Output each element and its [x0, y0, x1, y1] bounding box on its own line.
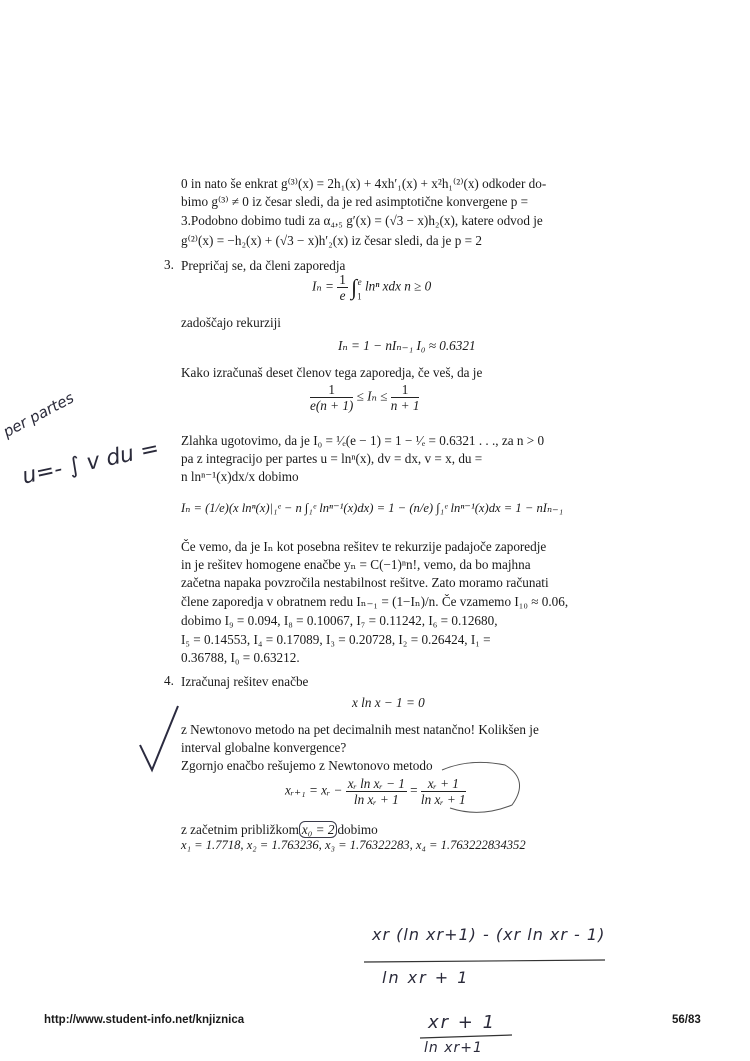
results-line: x₁ = 1.7718, x₂ = 1.763236, x₃ = 1.76322283, x₄ = 1.763222834352: [181, 838, 526, 852]
solution-line: n lnⁿ⁻¹(x)dx/x dobimo: [181, 469, 299, 484]
checkmark-icon: [140, 706, 178, 770]
para-line: člene zaporedja v obratnem redu Iₙ₋₁ = (1−Iₙ)/n. Če vzamemo I₁₀ ≈ 0.06,: [181, 594, 569, 609]
para-line: I₅ = 0.14553, I₄ = 0.17089, I₃ = 0.20728, I₂ = 0.26424, I₁ =: [181, 632, 491, 647]
fraction: $\frac{1}{n + 1}$: [390, 382, 420, 413]
solution-line: Zlahka ugotovimo, da je I₀ = ¹⁄ₑ(e − 1) = 1 − ¹⁄ₑ = 0.6321 . . ., za n > 0: [181, 433, 545, 448]
para-line: z Newtonovo metodo na pet decimalnih mest natančno! Kolikšen je: [181, 722, 539, 737]
para-line: 3.Podobno dobimo tudi za α₄,₅ g′(x) = (√3 − x)h₂(x), katere odvod je: [181, 213, 543, 228]
para-line: začetna napaka povzročila nestabilnost rešitve. Zato moramo računati: [181, 575, 549, 590]
para-line: Zgornjo enačbo rešujemo z Newtonovo metodo: [181, 758, 433, 773]
bound-eq: $\frac{1}{e(n + 1)}$ ≤ Iₙ ≤ $\frac{1}{n + 1}$: [310, 382, 420, 413]
fraction: $\frac{1}{e(n + 1)}$: [310, 382, 354, 413]
para-line: 0 in nato še enkrat g⁽³⁾(x) = 2h₁(x) + 4xh′₁(x) + x²h₁⁽²⁾(x) odkoder do-: [181, 176, 547, 191]
item-number: 3.: [164, 257, 174, 272]
item-intro: Prepričaj se, da členi zaporedja: [181, 258, 346, 273]
newton-eq: xᵣ₊₁ = xᵣ − $\frac{\text{xᵣ ln xᵣ − 1}}{\text{ln xᵣ + 1}}$ = $\frac{\text{xᵣ + 1}}{\text{ln xᵣ + 1}}$: [285, 776, 466, 807]
margin-note: per partes: [0, 388, 77, 441]
handwritten-numerator: xr (ln xr+1) - (xr ln xr - 1): [372, 925, 606, 944]
handwritten-denominator: ln xr+1: [424, 1040, 483, 1056]
para-line: bimo g⁽³⁾ ≠ 0 iz česar sledi, da je red asimptotične konvergene p =: [181, 194, 529, 209]
equation: x ln x − 1 = 0: [352, 695, 425, 710]
start-line: z začetnim približkom x₀ = 2 dobimo: [181, 822, 378, 837]
fraction: $\frac{1}{e}$: [339, 272, 346, 303]
question-text: Kako izračunaš deset členov tega zaporedja, če veš, da je: [181, 365, 483, 380]
para-line: dobimo I₉ = 0.094, I₈ = 0.10067, I₇ = 0.11242, I₆ = 0.12680,: [181, 613, 498, 628]
integration-eq: Iₙ = (1/e)(x lnⁿ(x)|₁ᵉ − n ∫₁ᵉ lnⁿ⁻¹(x)dx) = 1 − (n/e) ∫₁ᵉ lnⁿ⁻¹(x)dx = 1 − nIₙ₋₁: [181, 501, 564, 515]
item-intro: Izračunaj rešitev enačbe: [181, 674, 309, 689]
handwritten-denominator: ln xr + 1: [382, 968, 470, 987]
footer-url[interactable]: http://www.student-info.net/knjiznica: [44, 1014, 245, 1026]
eq-rhs: lnⁿ xdx n ≥ 0: [364, 278, 432, 294]
para-line: in je rešitev homogene enačbe yₙ = C(−1)ⁿn!, vemo, da bo majhna: [181, 557, 531, 572]
handwritten-numerator: xr + 1: [428, 1012, 497, 1033]
fraction: $\frac{\text{xᵣ ln xᵣ − 1}}{\text{ln xᵣ + 1}}$: [347, 776, 405, 807]
solution-line: pa z integracijo per partes u = lnⁿ(x), dv = dx, v = x, du =: [181, 451, 483, 466]
satisfies-text: zadoščajo rekurziji: [181, 315, 281, 330]
para-line: 0.36788, I₀ = 0.63212.: [181, 650, 300, 665]
page-number: 56/83: [672, 1014, 701, 1026]
eq-lhs: Iₙ =: [312, 278, 334, 294]
para-line: interval globalne konvergence?: [181, 740, 347, 755]
para-line: Če vemo, da je Iₙ kot posebna rešitev te rekurzije padajoče zaporedje: [181, 539, 547, 554]
para-line: g⁽²⁾(x) = −h₂(x) + (√3 − x)h′₂(x) iz česar sledi, da je p = 2: [181, 233, 482, 248]
margin-note: u=- ∫ v du =: [20, 436, 162, 490]
recursion-eq: Iₙ = 1 − nIₙ₋₁ I₀ ≈ 0.6321: [338, 338, 476, 353]
item-number: 4.: [164, 673, 174, 688]
equation-integral: Iₙ = $\frac{1}{e}$ $\int_1^e$ lnⁿ xdx n ≥ 0: [312, 272, 432, 303]
fraction: $\frac{\text{xᵣ + 1}}{\text{ln xᵣ + 1}}$: [420, 776, 466, 807]
circled-value: x₀ = 2: [299, 821, 338, 838]
